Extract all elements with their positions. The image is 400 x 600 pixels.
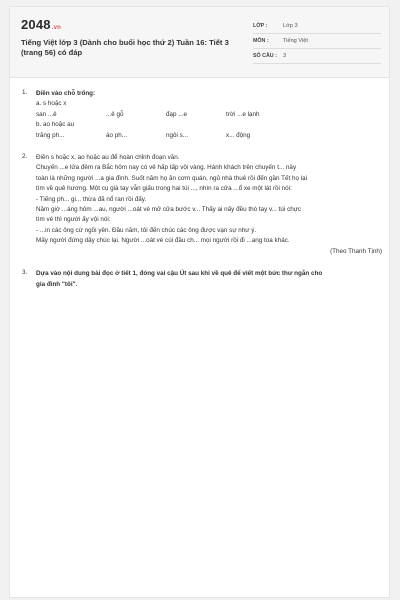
- passage-line: tìm vé thì người ấy vội nói:: [36, 216, 111, 224]
- question-body: [36, 153, 382, 257]
- meta-row-class: [253, 19, 381, 34]
- question-prompt-line: gia đình "tôi".: [36, 280, 78, 288]
- part-b-label: b. ao hoặc au: [36, 121, 75, 129]
- part-b-row: [36, 131, 382, 141]
- blank-item: trời ...e lạnh: [226, 110, 260, 118]
- blank-item: trăng ph...: [36, 131, 65, 139]
- question-1: [22, 89, 382, 141]
- passage-line: - ...in các ông cứ ngồi yên. Đầu năm, tôi đến chúc các ông được vạn sự như ý.: [36, 226, 257, 234]
- questions: [22, 89, 382, 290]
- question-2: [22, 153, 382, 257]
- question-prompt-line: Dựa vào nội dung bài đọc ở tiết 1, đóng vai cậu Út sau khi về quê để viết một bức thư ngắn cho: [36, 270, 323, 278]
- question-body: [36, 269, 382, 290]
- passage-line: tìm về quê hương. Một cụ già tay vẫn giấu trong hai túi ..., nhìn ra cửa ...ổ xe một lát rồi nói:: [36, 185, 292, 193]
- meta-key: MÔN :: [253, 38, 269, 44]
- question-number: 2.: [22, 153, 28, 161]
- page-header: [10, 7, 389, 78]
- blank-item: san ...ẻ: [36, 110, 57, 118]
- page-title: Tiếng Việt lớp 3 (Dành cho buổi học thứ 2) Tuần 16: Tiết 3 (trang 56) có đáp: [21, 38, 229, 57]
- logo-brand: 2048: [21, 17, 51, 32]
- worksheet-page: [9, 6, 390, 598]
- part-a-label: a. s hoặc x: [36, 100, 67, 108]
- meta-row-count: [253, 49, 381, 64]
- blank-item: ...ẻ gỗ: [106, 110, 124, 118]
- passage-line: Chuyến ...e lửa đêm ra Bắc hôm nay có vẻ hấp tấp vội vàng. Hành khách trên chuyến t... này: [36, 164, 297, 172]
- passage-line: Năm giờ ...áng hôm ...au, người ...oát vé mở cửa bước v... Thấy ai nấy đều thò tay v... túi chực: [36, 206, 302, 214]
- meta-value: Lớp 3: [283, 23, 298, 29]
- question-number: 3.: [22, 269, 28, 277]
- blank-item: đạp ...e: [166, 110, 188, 118]
- question-prompt: Điền s hoặc x, ao hoặc au để hoàn chỉnh đoạn văn.: [36, 154, 180, 162]
- logo-tld: .vn: [51, 25, 62, 31]
- meta-key: LỚP :: [253, 23, 268, 29]
- blank-item: ngôi s...: [166, 131, 189, 139]
- meta-value: 3: [283, 53, 287, 59]
- meta-value: Tiếng Việt: [283, 38, 308, 44]
- question-3: [22, 269, 382, 290]
- passage-source: (Theo Thanh Tịnh): [330, 247, 382, 255]
- passage-line: Mấy người đứng dậy chúc lại. Người ...oát vé cúi đầu ch... mọi người rồi đi ...ang toa khác.: [36, 237, 290, 245]
- meta-table: [253, 19, 381, 64]
- meta-key: SỐ CÂU :: [253, 53, 277, 59]
- blank-item: x... động: [226, 131, 251, 139]
- site-logo[interactable]: [21, 17, 61, 32]
- question-number: 1.: [22, 89, 28, 96]
- blank-item: áo ph...: [106, 131, 128, 139]
- meta-row-subject: [253, 34, 381, 49]
- passage-line: toàn là những người ...a gia đình. Suốt năm họ ăn cơm quán, ngủ nhà thuê rồi đến gần Tết họ lại: [36, 174, 308, 182]
- question-prompt: Điền vào chỗ trống:: [36, 90, 96, 97]
- passage-line: - Tiếng ph... gi... thừa đã nổ ran rồi đấy.: [36, 195, 147, 203]
- part-a-row: [36, 110, 382, 120]
- question-body: [36, 89, 382, 141]
